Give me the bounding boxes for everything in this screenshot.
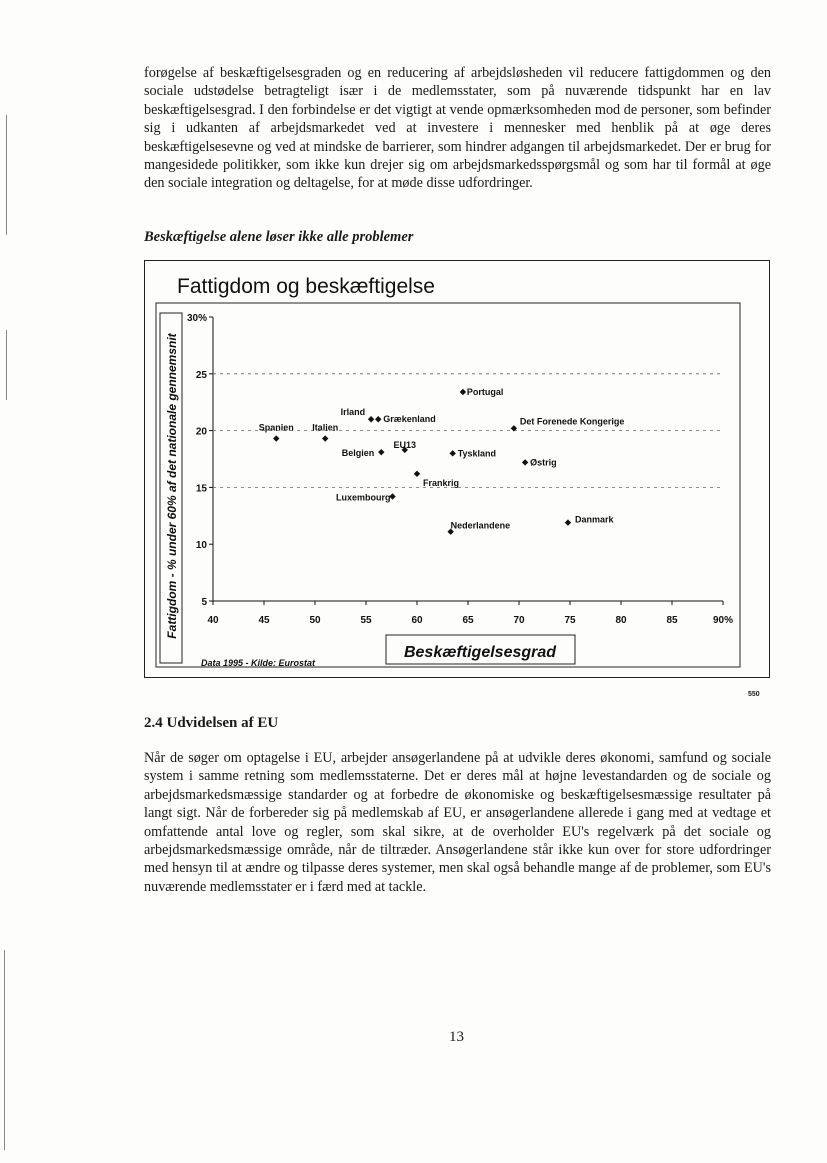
- source-note: Data 1995 - Kilde: Eurostat: [201, 658, 316, 668]
- x-tick-label: 45: [258, 615, 270, 626]
- data-point-label: Nederlandene: [450, 520, 511, 531]
- page-number: 13: [449, 1029, 464, 1045]
- data-point-marker: [375, 416, 381, 422]
- chart-frame: [144, 260, 770, 678]
- data-point-marker: [565, 519, 571, 525]
- y-tick-label: 10: [195, 540, 207, 552]
- data-point-label: Italien: [312, 422, 339, 433]
- x-tick-label: 85: [666, 615, 678, 626]
- y-tick-label: 5: [201, 597, 207, 608]
- scan-edge-mark: [4, 950, 5, 1150]
- y-tick-label: 30%: [186, 313, 207, 324]
- x-tick-label: 80: [615, 615, 627, 626]
- x-tick-label: 65: [462, 615, 474, 626]
- data-point-label: Østrig: [530, 457, 557, 468]
- x-axis-label: Beskæftigelsesgrad: [403, 644, 557, 661]
- data-point-marker: [450, 450, 456, 456]
- data-point-marker: [368, 416, 374, 422]
- data-point-label: Tyskland: [457, 448, 497, 459]
- data-point-label: Spanien: [258, 422, 294, 433]
- data-point-label: Det Forenede Kongerige: [519, 416, 625, 427]
- scatter-chart: [145, 261, 771, 679]
- data-point-marker: [522, 459, 528, 465]
- y-tick-label: 20: [195, 426, 207, 438]
- data-point-marker: [414, 471, 420, 477]
- figure-number: 550: [748, 691, 760, 698]
- x-tick-label: 50: [309, 615, 321, 626]
- y-axis-label: Fattigdom - % under 60% af det nationale gennemsnit: [165, 333, 179, 639]
- data-point-label: EU13: [393, 439, 417, 450]
- x-tick-label: 60: [411, 615, 423, 626]
- data-point-label: Belgien: [341, 448, 375, 459]
- data-point-label: Frankrig: [423, 477, 460, 488]
- section-heading: 2.4 Udvidelsen af EU: [144, 715, 279, 731]
- scan-edge-mark: [6, 330, 7, 400]
- x-tick-label: 70: [513, 615, 525, 626]
- data-point-label: Portugal: [466, 386, 504, 397]
- section-subheading: Beskæftigelse alene løser ikke alle problemer: [144, 229, 414, 245]
- body-paragraph-1: forøgelse af beskæftigelsesgraden og en reducering af arbejdsløsheden vil reducere fattigdommen og den sociale udstødelse betragteligt især i de medlemsstater, som på nuværende tidspunkt har en lav beskæftigelsesgrad. I den forbindelse er det vigtigt at vende opmærksomheden mod de personer, som befinder sig i udkanten af arbejdsmarkedet ved at investere i mennesker med henblik på at øge deres beskæftigelsesevne og ved at mindske de barrierer, som hindrer adgangen til arbejdsmarkedet. Der er brug for mangesidede politikker, som ikke kun drejer sig om arbejdsmarkedsspørgsmål og som har til formål at øge den sociale integration og deltagelse, for at møde disse udfordringer.: [144, 65, 771, 192]
- data-point-marker: [460, 389, 466, 395]
- data-point-marker: [322, 435, 328, 441]
- x-tick-label: 90%: [712, 615, 734, 626]
- data-point-label: Luxembourg: [336, 492, 391, 503]
- data-point-marker: [378, 449, 384, 455]
- x-tick-label: 40: [207, 615, 219, 626]
- data-point-label: Irland: [340, 407, 366, 418]
- data-point-label: Danmark: [574, 514, 614, 525]
- data-point-marker: [273, 435, 279, 441]
- scan-edge-mark: [6, 115, 7, 235]
- x-tick-label: 75: [564, 615, 576, 626]
- data-point-label: Grækenland: [383, 414, 436, 425]
- x-tick-label: 55: [360, 615, 372, 626]
- body-paragraph-2: Når de søger om optagelse i EU, arbejder ansøgerlandene på at udvikle deres økonomi, samfund og sociale system i samme retning som medlemsstaterne. Det er deres mål at højne levestandarden og de sociale og arbejdsmarkedsmæssige standarder og at forbedre de økonomiske og beskæftigelsesmæssige resultater på langt sigt. Når de forbereder sig på medlemskab af EU, er ansøgerlandene allerede i gang med at vedtage et omfattende antal love og regler, som skal sikre, at de overholder EU's regelværk på det sociale og arbejdsmarkedsmæssige område, når de tiltræder. Ansøgerlandene står ikke kun over for store udfordringer med hensyn til at ændre og tilpasse deres systemer, men skal også behandle mange af de problemer, som EU's nuværende medlemsstater er i færd med at tackle.: [144, 750, 771, 895]
- chart-title: Fattigdom og beskæftigelse: [177, 275, 435, 298]
- y-tick-label: 25: [195, 369, 207, 381]
- y-tick-label: 15: [195, 483, 207, 495]
